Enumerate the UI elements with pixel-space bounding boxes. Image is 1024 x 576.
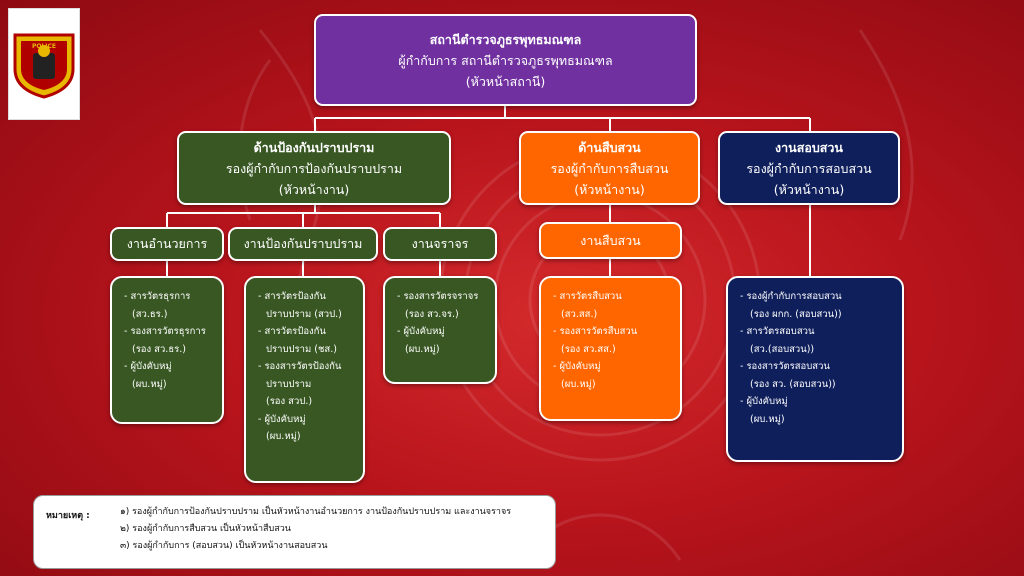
inquiry-staff-list [726,276,904,462]
list-item: - รองสารวัตรสืบสวน [553,326,638,337]
list-item: - ผู้บังคับหมู่ [397,326,445,337]
unit-investigation-label: งานสืบสวน [580,232,641,248]
station-chief-box [314,14,697,106]
unit-traffic-box [383,227,497,261]
remarks-title: หมายเหตุ : [46,511,90,521]
investigation-title: ด้านสืบสวน [578,139,641,155]
remarks-line: ๑) รองผู้กำกับการป้องกันปราบปราม เป็นหัวหน้างานอำนวยการ งานป้องกันปราบปราม และงานจราจร [120,507,512,517]
station-chief-role: (หัวหน้าสถานี) [465,73,546,89]
list-item: (รอง สว.สส.) [561,343,616,355]
investigation-box [519,131,700,205]
station-chief-title: ผู้กำกับการ สถานีตำรวจภูธรพุทธมณฑล [398,52,613,68]
remarks-box [33,495,556,569]
investigation-role: (หัวหน้างาน) [574,181,645,197]
inquiry-box [718,131,900,205]
unit-prevention-box [228,227,378,261]
list-item: ปราบปราม [266,378,312,390]
list-item: (รอง สวป.) [266,396,313,407]
inquiry-role: (หัวหน้างาน) [773,181,845,197]
unit-admin-label: งานอำนวยการ [126,236,208,251]
unit-traffic-label: งานจราจร [411,236,469,251]
list-item: - รองสารวัตรจราจร [397,291,479,302]
list-item: - ผู้บังคับหมู่ [124,361,172,372]
list-item: - สารวัตรป้องกัน [258,291,326,302]
list-item: - สารวัตรสืบสวน [553,291,622,302]
list-item: - ผู้บังคับหมู่ [740,396,788,407]
list-item: - รองสารวัตรป้องกัน [258,361,342,372]
prevention-title: ด้านป้องกันปราบปราม [253,139,375,155]
remarks-line: ๓) รองผู้กำกับการ (สอบสวน) เป็นหัวหน้างานสอบสวน [120,541,328,551]
list-item: - รองผู้กำกับการสอบสวน [740,291,842,302]
list-item: (รอง สว. (สอบสวน)) [750,378,836,390]
inquiry-deputy: รองผู้กำกับการสอบสวน [746,160,872,176]
list-item: (รอง ผกก. (สอบสวน)) [750,308,842,320]
investigation-staff-list [539,276,682,421]
unit-admin-box [110,227,224,261]
list-item: (ผบ.หมู่) [266,431,301,442]
inquiry-title: งานสอบสวน [775,139,843,155]
list-item: (ผบ.หมู่) [750,413,785,425]
police-badge-icon [11,29,77,99]
list-item: (สว.(สอบสวน)) [750,343,815,355]
remarks-lines [120,504,511,555]
list-item: - ผู้บังคับหมู่ [258,413,306,425]
prevention-staff-list [244,276,365,483]
list-item: ปราบปราม (สวป.) [266,308,342,320]
list-item: (สว.ธร.) [132,308,168,320]
investigation-deputy: รองผู้กำกับการสืบสวน [550,160,669,176]
list-item: - รองสารวัตรธุรการ [124,326,206,337]
station-name: สถานีตำรวจภูธรพุทธมณฑล [429,31,582,47]
list-item: - สารวัตรป้องกัน [258,326,326,337]
unit-investigation-box [539,222,682,259]
traffic-staff-list [383,276,497,384]
list-item: (ผบ.หมู่) [405,343,440,355]
list-item: (สว.สส.) [561,308,598,320]
logo-text: POLICE [31,43,57,50]
list-item: - สารวัตรสอบสวน [740,326,815,337]
prevention-deputy: รองผู้กำกับการป้องกันปราบปราม [225,160,403,176]
unit-prevention-label: งานป้องกันปราบปราม [243,236,363,251]
list-item: (รอง สว.ธร.) [132,343,186,355]
police-logo [8,8,80,120]
remarks-line: ๒) รองผู้กำกับการสืบสวน เป็นหัวหน้าสืบสวน [120,524,291,534]
list-item: - สารวัตรธุรการ [124,291,191,302]
list-item: (ผบ.หมู่) [561,378,596,390]
admin-staff-list [110,276,224,424]
list-item: (รอง สว.จร.) [405,308,459,320]
list-item: - รองสารวัตรสอบสวน [740,361,830,372]
list-item: (ผบ.หมู่) [132,378,167,390]
prevention-box [177,131,451,205]
prevention-role: (หัวหน้างาน) [278,181,350,197]
list-item: - ผู้บังคับหมู่ [553,361,601,372]
list-item: ปราบปราม (ชส.) [266,343,337,355]
